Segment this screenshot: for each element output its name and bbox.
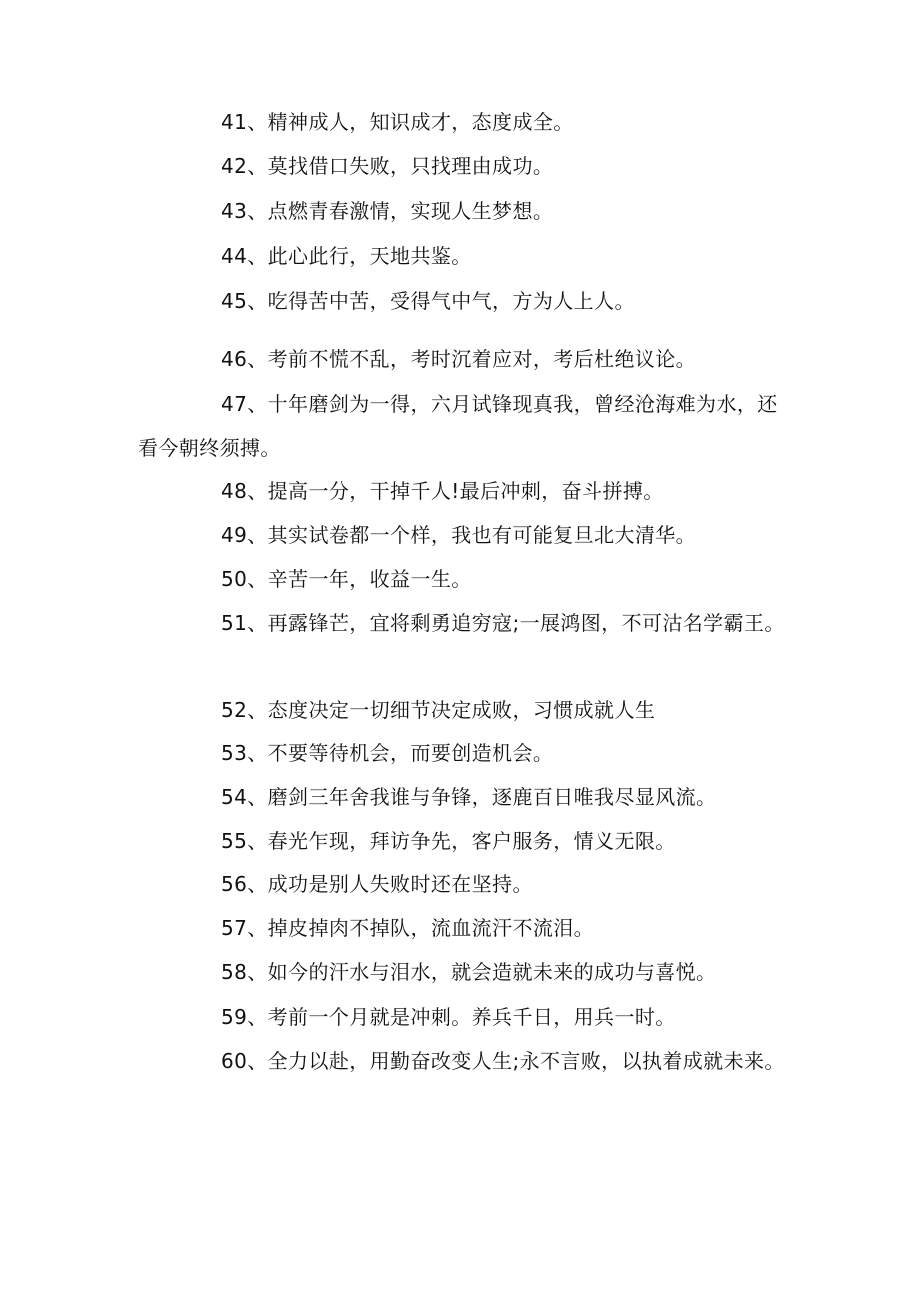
- list-item: 51、再露锋芒，宜将剩勇追穷寇;一展鸿图，不可沽名学霸王。: [221, 611, 785, 635]
- list-item: 42、莫找借口失败，只找理由成功。: [221, 154, 554, 178]
- list-item: 53、不要等待机会，而要创造机会。: [221, 741, 554, 765]
- list-item: 57、掉皮掉肉不掉队，流血流汗不流泪。: [221, 916, 595, 940]
- list-item: 58、如今的汗水与泪水，就会造就未来的成功与喜悦。: [221, 960, 717, 984]
- list-item: 55、春光乍现，拜访争先，客户服务，情义无限。: [221, 829, 676, 853]
- list-item: 50、辛苦一年，收益一生。: [221, 567, 472, 591]
- list-item: 44、此心此行，天地共鉴。: [221, 244, 472, 268]
- list-item: 47、十年磨剑为一得，六月试锋现真我，曾经沧海难为水，还看今朝终须搏。: [138, 392, 778, 460]
- list-item: 41、精神成人，知识成才，态度成全。: [221, 110, 574, 134]
- list-item: 49、其实试卷都一个样，我也有可能复旦北大清华。: [221, 523, 697, 547]
- list-item: 60、全力以赴，用勤奋改变人生;永不言败，以执着成就未来。: [221, 1049, 785, 1073]
- list-item: 54、磨剑三年舍我谁与争锋，逐鹿百日唯我尽显风流。: [221, 785, 717, 809]
- list-item: 48、提高一分，干掉千人!最后冲刺，奋斗拼搏。: [221, 479, 664, 503]
- list-item: 56、成功是别人失败时还在坚持。: [221, 872, 533, 896]
- list-item: 43、点燃青春激情，实现人生梦想。: [221, 199, 554, 223]
- list-item: 59、考前一个月就是冲刺。养兵千日，用兵一时。: [221, 1005, 676, 1029]
- list-item: 45、吃得苦中苦，受得气中气，方为人上人。: [221, 289, 635, 313]
- list-item: 46、考前不慌不乱，考时沉着应对，考后杜绝议论。: [221, 347, 697, 371]
- list-item: 52、态度决定一切细节决定成败，习惯成就人生: [221, 698, 656, 722]
